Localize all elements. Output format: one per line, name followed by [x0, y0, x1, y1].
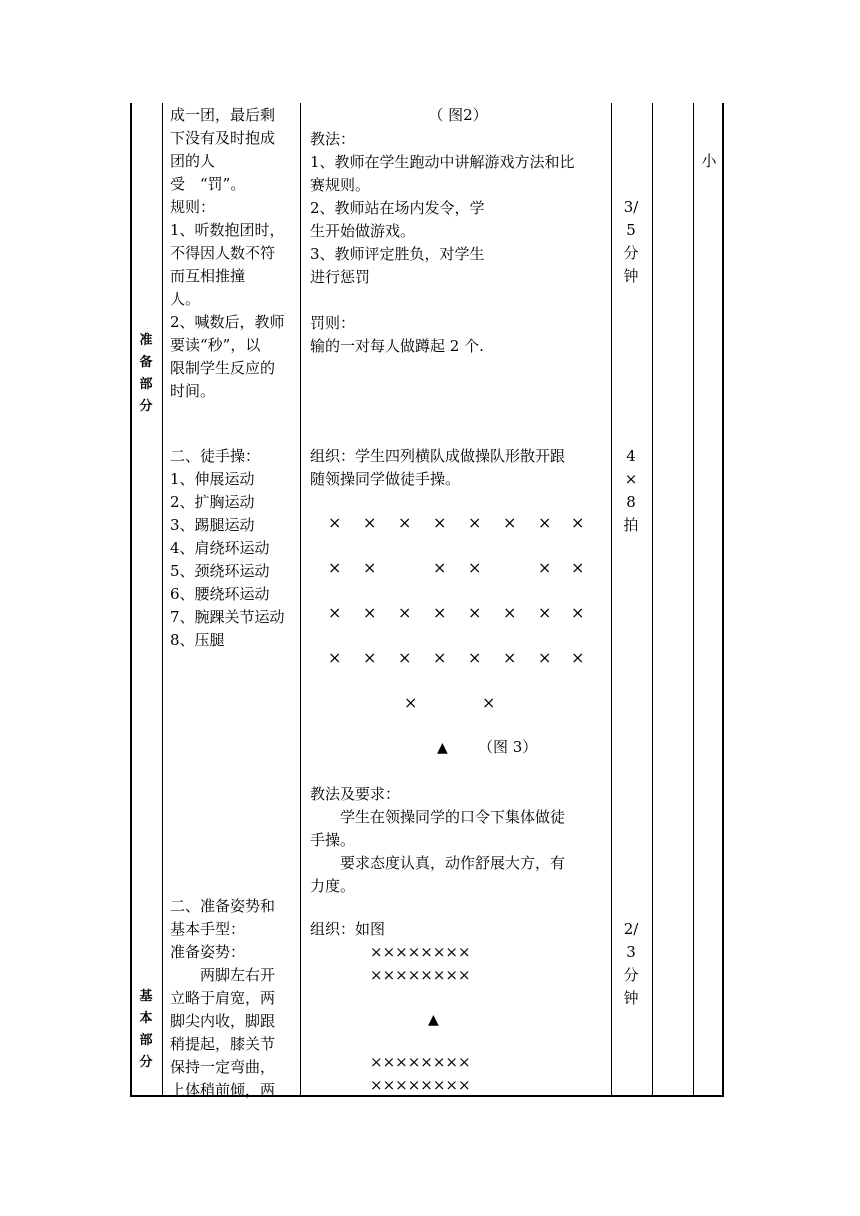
student-mark: ×: [571, 558, 585, 577]
leader-triangle-icon: ▲: [428, 1012, 439, 1028]
student-mark: ×: [433, 513, 447, 532]
student-mark: ×: [433, 558, 447, 577]
table-col-divider-3: [611, 103, 612, 1097]
student-mark: ×: [404, 693, 418, 712]
student-mark: ×: [571, 513, 585, 532]
table-left-border: [130, 103, 132, 1097]
student-mark: ×: [538, 648, 552, 667]
student-mark: ×: [398, 648, 412, 667]
student-mark: ×: [571, 603, 585, 622]
student-mark: ×: [328, 558, 342, 577]
section-label-basic: 基 本 部 分: [139, 989, 153, 1070]
leader-triangle-icon: ▲: [437, 740, 448, 756]
student-mark: ×: [328, 603, 342, 622]
student-mark: ×: [571, 648, 585, 667]
intensity-value: 小: [701, 152, 717, 170]
student-mark: ×: [433, 648, 447, 667]
teaching-method: 教法： 1、教师在学生跑动中讲解游戏方法和比 赛规则。 2、教师站在场内发令，学 生开始做游戏。 3、教师评定胜负，对学生 进行惩罚 罚则： 输的一对每人做蹲起 2 个.: [310, 130, 575, 355]
student-mark: ×: [398, 513, 412, 532]
formation-row-bottom-2: ××××××××: [370, 1076, 471, 1094]
time-stance: 2/ 3 分 钟: [623, 920, 639, 1007]
student-mark: ×: [363, 558, 377, 577]
figure-2-caption: （ 图2）: [428, 106, 488, 124]
student-mark: ×: [503, 648, 517, 667]
table-col-divider-2: [300, 103, 301, 1097]
student-mark: ×: [468, 648, 482, 667]
student-mark: ×: [468, 603, 482, 622]
formation-row-bottom-1: ××××××××: [370, 1053, 471, 1071]
method-requirements: 教法及要求： 学生在领操同学的口令下集体做徒 手操。 要求态度认真，动作舒展大方，有 力度。: [310, 785, 566, 895]
student-mark: ×: [328, 648, 342, 667]
student-mark: ×: [328, 513, 342, 532]
student-mark: ×: [398, 603, 412, 622]
figure-3-caption: （图 3）: [478, 738, 538, 756]
game-description: 成一团，最后剩 下没有及时抱成 团的人 受 “罚”。 规则： 1、听数抱团时， 不得因人数不符 而互相推撞 人。 2、喊数后，教师 要读“秒”，以 限制学生反应的 时间。: [170, 106, 285, 400]
table-col-divider-5: [693, 103, 694, 1097]
student-mark: ×: [363, 603, 377, 622]
stance-description: 二、准备姿势和 基本手型： 准备姿势： 两脚左右开 立略于肩宽，两 脚尖内收，脚跟 稍提起，膝关节 保持一定弯曲， 上体稍前倾，两: [170, 897, 276, 1099]
student-mark: ×: [468, 513, 482, 532]
table-col-divider-1: [162, 103, 163, 1097]
exercise-list: 1、伸展运动 2、扩胸运动 3、踢腿运动 4、肩绕环运动 5、颈绕环运动 6、腰绕环运动 7、腕踝关节运动 8、压腿: [170, 470, 285, 649]
formation-row-top-2: ××××××××: [370, 966, 471, 984]
student-mark: ×: [363, 513, 377, 532]
time-game: 3/ 5 分 钟: [623, 198, 639, 285]
student-mark: ×: [482, 693, 496, 712]
student-mark: ×: [503, 603, 517, 622]
student-mark: ×: [503, 513, 517, 532]
student-mark: ×: [468, 558, 482, 577]
time-exercise: 4 × 8 拍: [623, 447, 639, 534]
student-mark: ×: [538, 558, 552, 577]
section-label-prep: 准 备 部 分: [139, 333, 153, 414]
table-col-divider-4: [652, 103, 653, 1097]
student-mark: ×: [538, 603, 552, 622]
formation-row-top-1: ××××××××: [370, 943, 471, 961]
student-mark: ×: [433, 603, 447, 622]
student-mark: ×: [363, 648, 377, 667]
organization-text: 组织：学生四列横队成做操队形散开跟 随领操同学做徒手操。: [310, 447, 566, 488]
organization-label: 组织：如图: [310, 920, 386, 938]
exercise-title: 二、徒手操：: [170, 447, 261, 465]
table-right-border: [722, 103, 724, 1097]
student-mark: ×: [538, 513, 552, 532]
